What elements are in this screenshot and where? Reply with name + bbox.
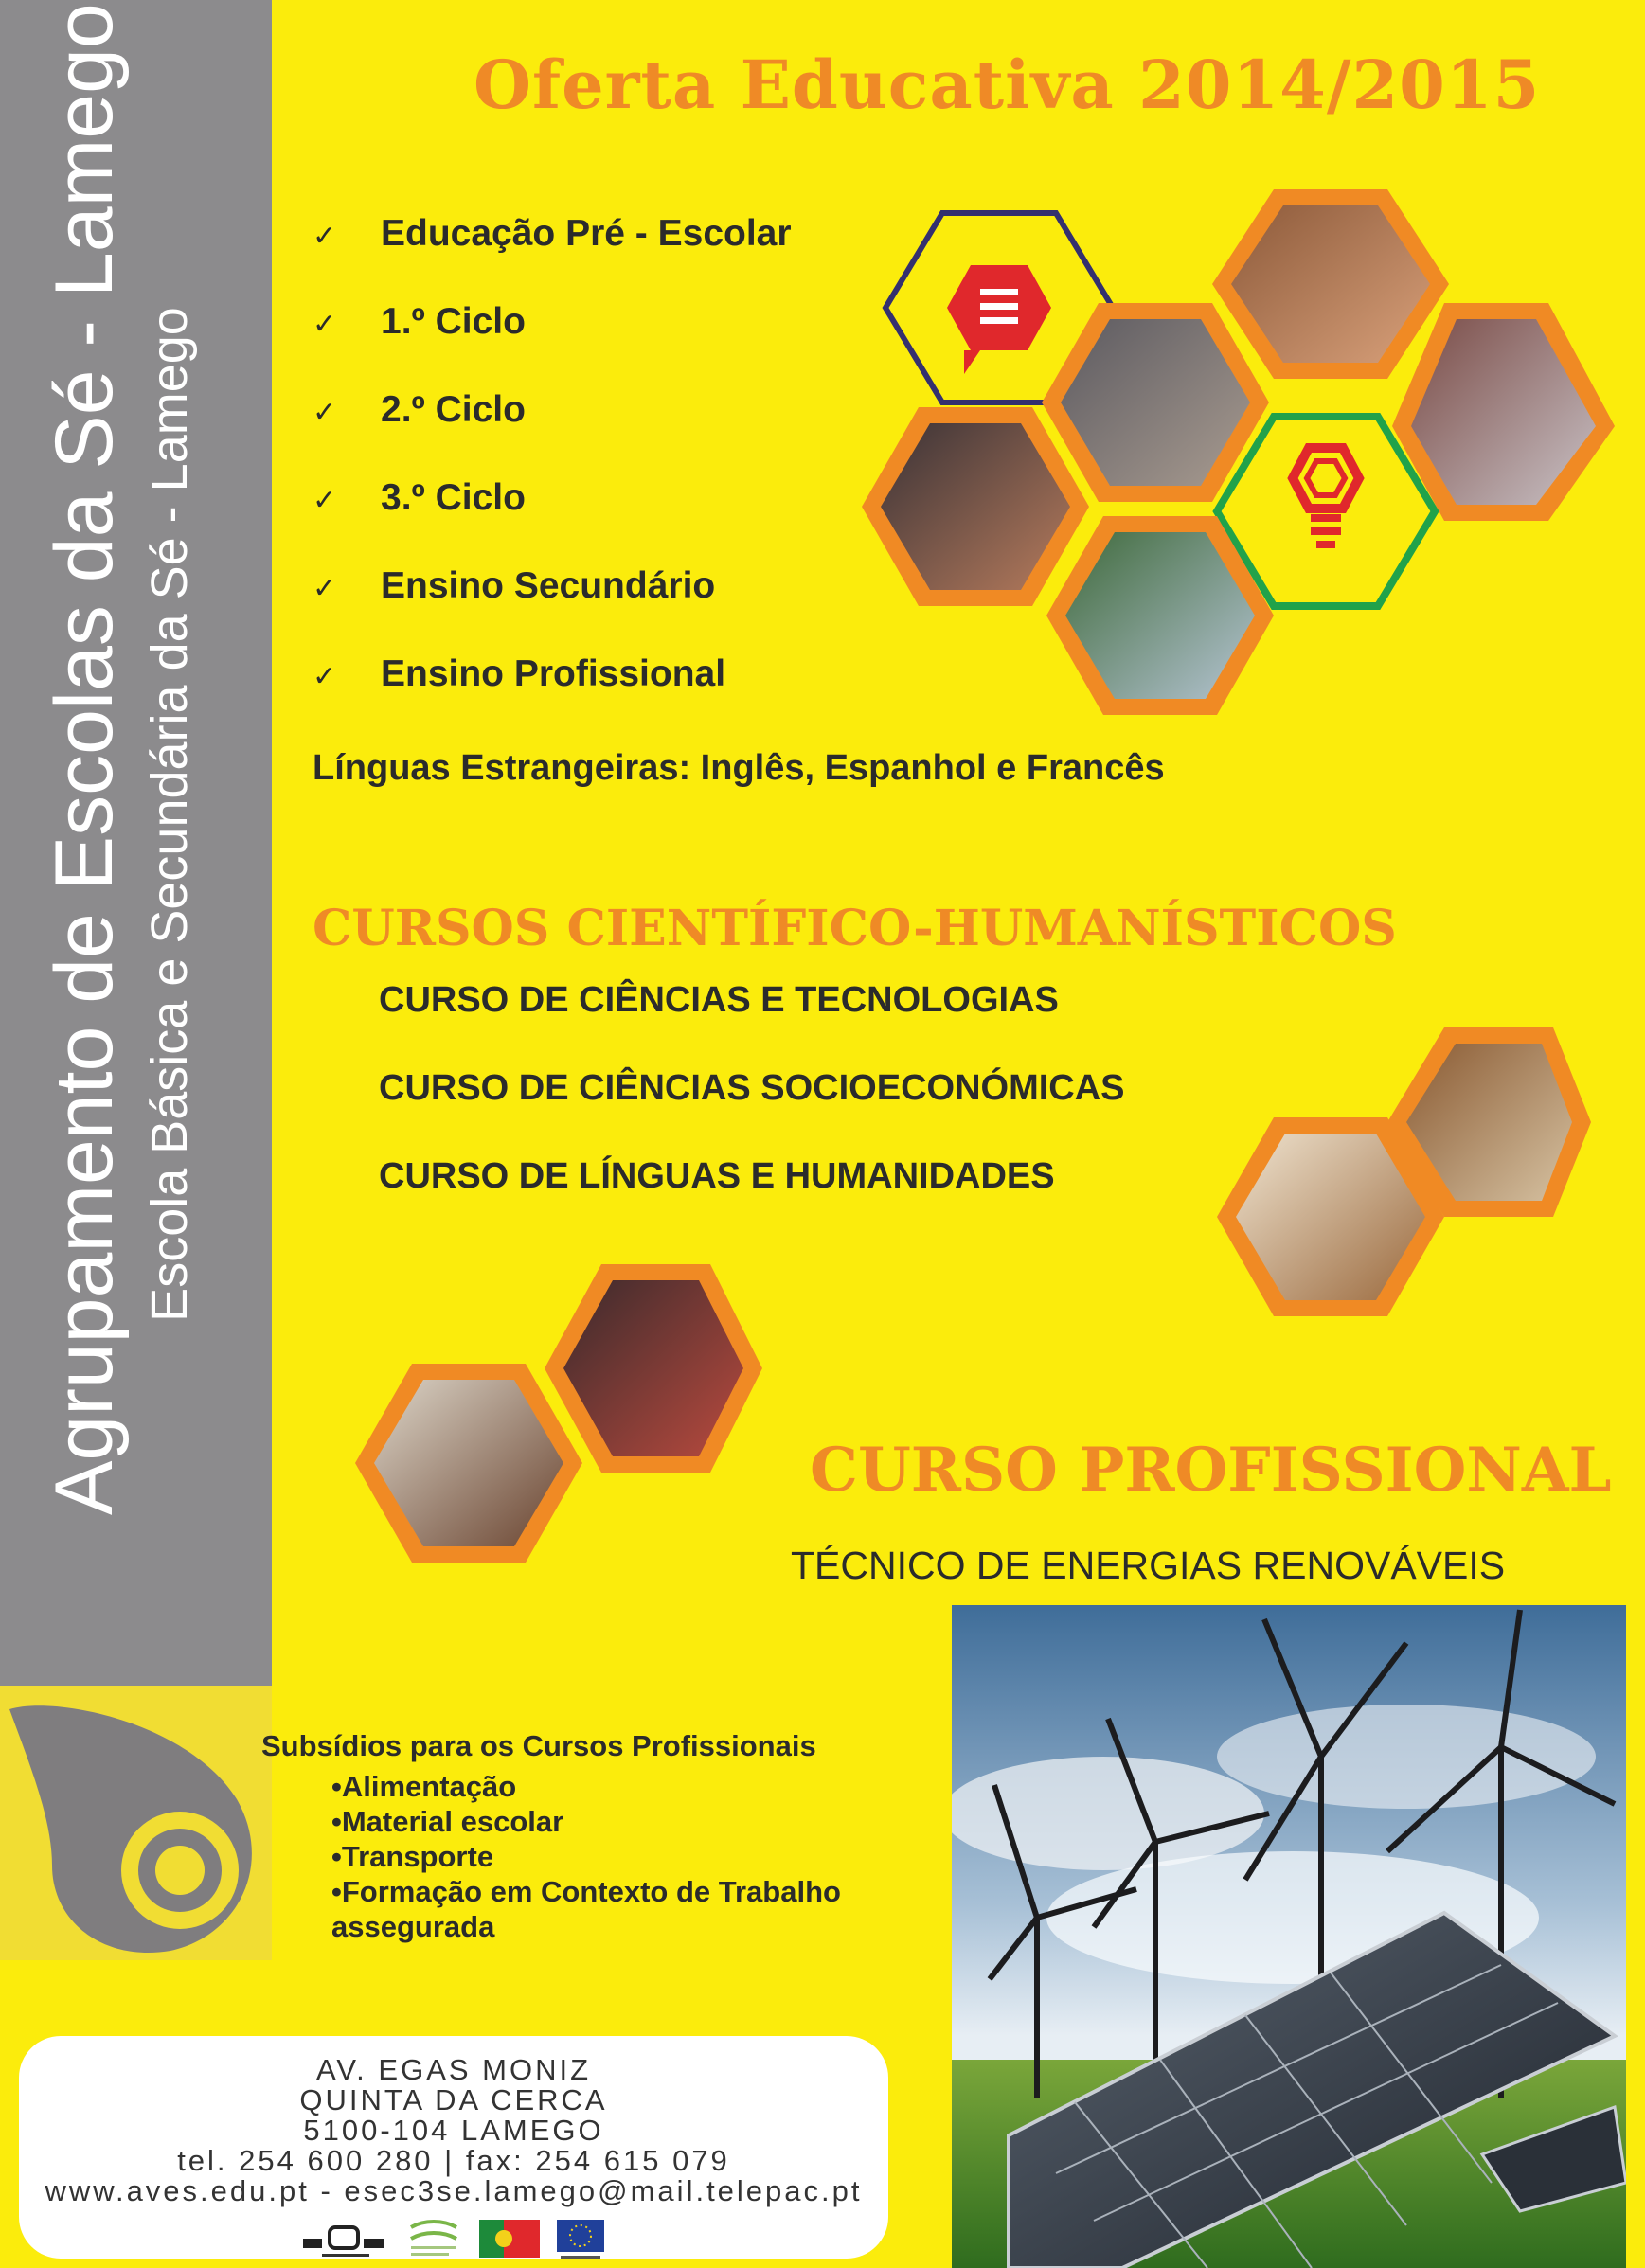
professional-section-title: CURSO PROFISSIONAL — [810, 1435, 1612, 1506]
school-group-name: Agrupamento de Escolas da Sé - Lamego — [39, 3, 130, 1515]
list-item: •Material escolar — [331, 1805, 564, 1838]
list-item: ✓ 1.º Ciclo — [313, 301, 526, 342]
list-item: ✓ 2.º Ciclo — [313, 389, 526, 430]
portugal-flag-icon — [479, 2220, 540, 2261]
postal-code: 5100-104 LAMEGO — [303, 2114, 604, 2147]
check-icon: ✓ — [313, 221, 337, 252]
list-item: •Alimentação — [331, 1770, 517, 1803]
check-icon: ✓ — [313, 397, 337, 428]
sidebar — [0, 0, 272, 1686]
renewable-energy-image — [952, 1605, 1626, 2268]
school-logo — [0, 1686, 272, 1960]
check-icon: ✓ — [313, 661, 337, 692]
hexagon-photo-collage-left — [355, 1259, 772, 1563]
website-email: www.aves.edu.pt - esec3se.lamego@mail.telepac.pt — [45, 2174, 863, 2207]
address-line: AV. EGAS MONIZ — [315, 2053, 592, 2086]
qren-logo — [405, 2218, 462, 2263]
subsidies-heading: Subsídios para os Cursos Profissionais — [261, 1729, 816, 1762]
list-item: CURSO DE CIÊNCIAS SOCIOECONÓMICAS — [379, 1068, 1125, 1108]
list-item: ✓ Ensino Profissional — [313, 653, 726, 694]
education-levels-list — [313, 213, 792, 741]
partner-logos — [19, 2218, 888, 2263]
courses-list — [379, 980, 1125, 1244]
subsidies-block — [261, 1729, 841, 1944]
list-item: ✓ Ensino Secundário — [313, 565, 716, 606]
list-item: assegurada — [331, 1910, 495, 1943]
contact-card — [19, 2036, 888, 2259]
subsidies-list — [261, 1769, 841, 1944]
list-item: •Formação em Contexto de Trabalho — [331, 1875, 841, 1908]
list-item: ✓ Educação Pré - Escolar — [313, 213, 792, 254]
school-name: Escola Básica e Secundária da Sé - Lamego — [141, 307, 198, 1322]
check-icon: ✓ — [313, 309, 337, 340]
sidebar-text — [0, 0, 272, 1686]
sciences-section-title: CURSOS CIENTÍFICO-HUMANÍSTICOS — [313, 900, 1397, 957]
page-title: Oferta Educativa 2014/2015 — [474, 45, 1541, 124]
professional-course-name: TÉCNICO DE ENERGIAS RENOVÁVEIS — [791, 1544, 1506, 1587]
hexagon-photo-collage-right — [1212, 1023, 1600, 1326]
european-union-flag-icon — [557, 2220, 604, 2261]
list-item: CURSO DE CIÊNCIAS E TECNOLOGIAS — [379, 980, 1059, 1020]
phone-fax: tel. 254 600 280 | fax: 254 615 079 — [177, 2144, 730, 2177]
list-item: •Transporte — [331, 1840, 494, 1873]
foreign-languages: Línguas Estrangeiras: Inglês, Espanhol e Francês — [313, 748, 1165, 788]
hexagon-photo-collage-top — [852, 185, 1619, 724]
check-icon: ✓ — [313, 573, 337, 604]
address-line: QUINTA DA CERCA — [299, 2083, 608, 2116]
check-icon: ✓ — [313, 485, 337, 516]
poph-logo — [303, 2222, 388, 2259]
list-item: CURSO DE LÍNGUAS E HUMANIDADES — [379, 1156, 1055, 1196]
list-item: ✓ 3.º Ciclo — [313, 477, 526, 518]
